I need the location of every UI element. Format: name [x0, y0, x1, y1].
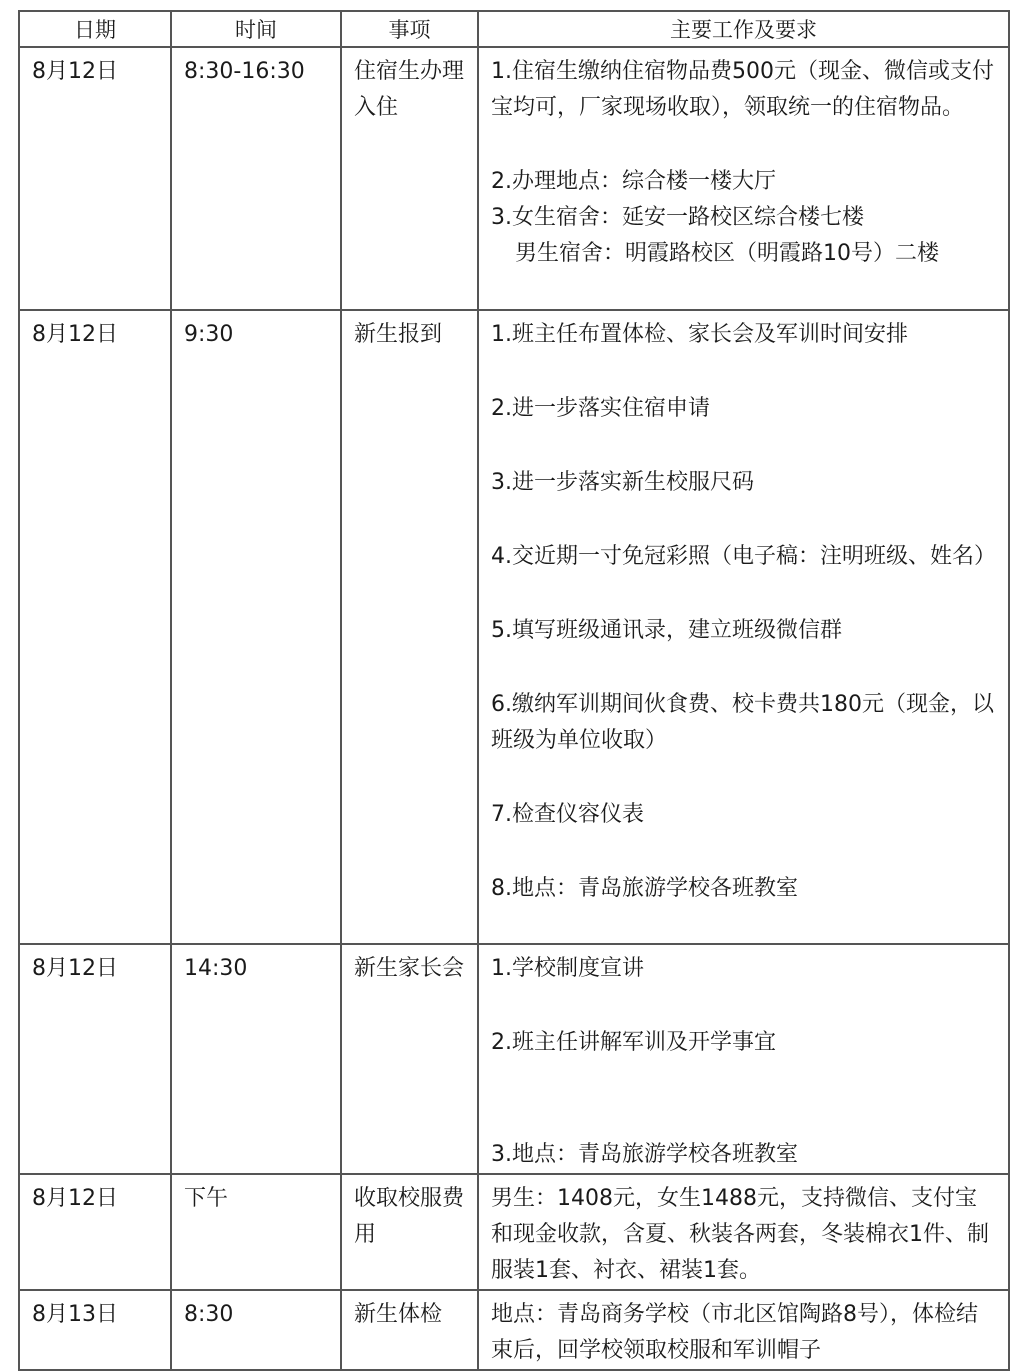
time-text-cell: [171, 1290, 341, 1370]
detail-line: 1.住宿生缴纳住宿物品费500元（现金、微信或支付宝均可，厂家现场收取），领取统一的住宿物品。: [491, 59, 994, 120]
date-text-cell: [19, 47, 171, 310]
item-text: 住宿生办理入住: [354, 59, 465, 120]
time-text-cell: [171, 1174, 341, 1290]
time-text: 14:30: [184, 956, 248, 981]
details-cell: [478, 1290, 1009, 1370]
date-text-cell: [19, 1290, 171, 1370]
detail-line: 6.缴纳军训期间伙食费、校卡费共180元（现金，以班级为单位收取）: [491, 692, 994, 753]
detail-line: 1.学校制度宣讲: [491, 956, 644, 981]
header-details: 主要工作及要求: [478, 11, 1009, 47]
date-text: 8月12日: [32, 1186, 118, 1211]
date-text: 8月13日: [32, 1302, 118, 1327]
date-text: 8月12日: [32, 322, 118, 347]
time-text-cell: [171, 310, 341, 944]
schedule-table: [18, 10, 1010, 1371]
table-row: [19, 47, 1009, 310]
time-text: 8:30-16:30: [184, 59, 305, 84]
time-text: 9:30: [184, 322, 234, 347]
item-text-cell: [341, 1174, 478, 1290]
date-text: 8月12日: [32, 956, 118, 981]
details-cell: [478, 944, 1009, 1174]
detail-line: 2.班主任讲解军训及开学事宜: [491, 1030, 776, 1055]
table-row: [19, 310, 1009, 944]
time-text-cell: [171, 47, 341, 310]
item-text-cell: [341, 944, 478, 1174]
detail-line: 7.检查仪容仪表: [491, 802, 644, 827]
detail-line: 2.进一步落实住宿申请: [491, 396, 710, 421]
detail-line: 5.填写班级通讯录，建立班级微信群: [491, 618, 842, 643]
detail-line: 男生宿舍：明霞路校区（明霞路10号）二楼: [515, 241, 939, 266]
time-text-cell: [171, 944, 341, 1174]
header-time: 时间: [171, 11, 341, 47]
table-row: [19, 1290, 1009, 1370]
details-cell: [478, 1174, 1009, 1290]
detail-line: 3.女生宿舍：延安一路校区综合楼七楼: [491, 205, 864, 230]
item-text-cell: [341, 310, 478, 944]
header-row: [19, 11, 1009, 47]
detail-line: 男生：1408元，女生1488元，支持微信、支付宝和现金收款，含夏、秋装各两套，冬装棉衣1件、制服装1套、衬衣、裙装1套。: [491, 1186, 989, 1283]
details-list: [479, 1291, 1008, 1369]
detail-line: 4.交近期一寸免冠彩照（电子稿：注明班级、姓名）: [491, 544, 996, 569]
details-list: [479, 48, 1008, 272]
detail-line: 3.地点：青岛旅游学校各班教室: [491, 1142, 798, 1167]
item-text: 新生体检: [354, 1302, 443, 1327]
time-text: 下午: [184, 1186, 229, 1211]
detail-line: 3.进一步落实新生校服尺码: [491, 470, 754, 495]
time-text: 8:30: [184, 1302, 234, 1327]
details-list: [479, 1175, 1008, 1289]
details-list: [479, 311, 1008, 907]
item-text-cell: [341, 1290, 478, 1370]
header-date: 日期: [19, 11, 171, 47]
details-cell: [478, 47, 1009, 310]
detail-line: 地点：青岛商务学校（市北区馆陶路8号），体检结束后，回学校领取校服和军训帽子: [491, 1302, 978, 1363]
details-cell: [478, 310, 1009, 944]
item-text: 新生报到: [354, 322, 443, 347]
item-text: 新生家长会: [354, 956, 465, 981]
detail-line: 8.地点：青岛旅游学校各班教室: [491, 876, 798, 901]
item-text-cell: [341, 47, 478, 310]
date-text: 8月12日: [32, 59, 118, 84]
details-list: [479, 945, 1008, 1173]
table-row: [19, 1174, 1009, 1290]
date-text-cell: [19, 1174, 171, 1290]
item-text: 收取校服费用: [354, 1186, 465, 1247]
detail-line: 1.班主任布置体检、家长会及军训时间安排: [491, 322, 908, 347]
date-text-cell: [19, 944, 171, 1174]
header-item: 事项: [341, 11, 478, 47]
table-row: [19, 944, 1009, 1174]
date-text-cell: [19, 310, 171, 944]
detail-line: 2.办理地点：综合楼一楼大厅: [491, 169, 776, 194]
